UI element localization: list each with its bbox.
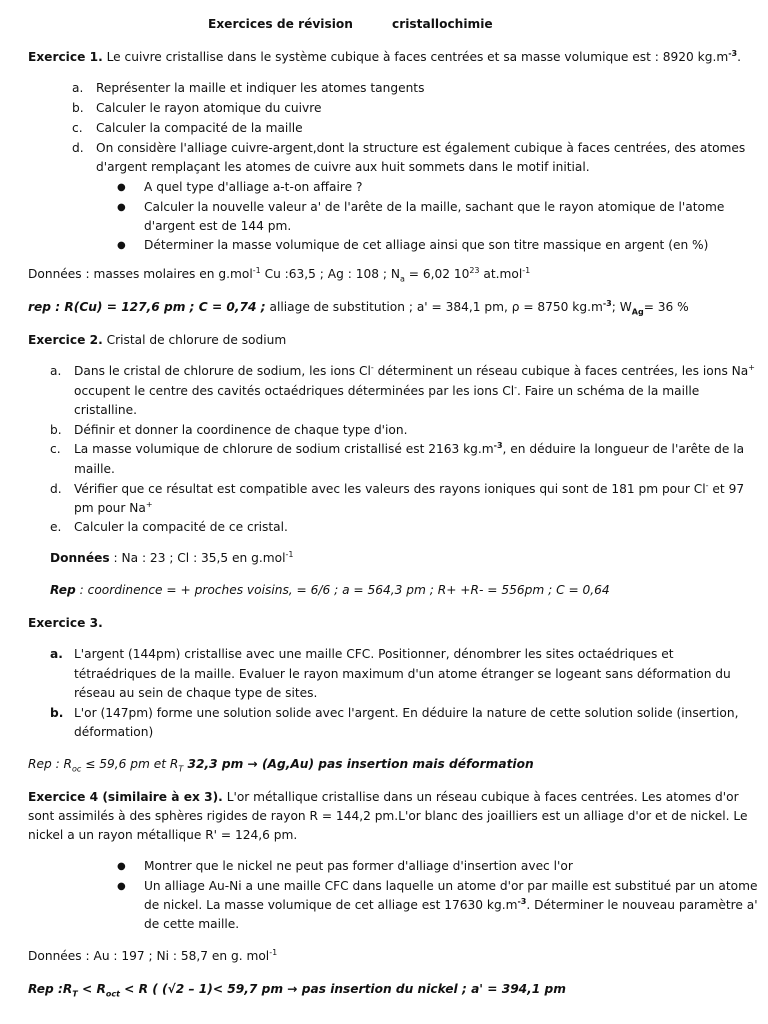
ex1-bullet-3: Déterminer la masse volumique de cet alliage ainsi que son titre massique en argent (en %) bbox=[144, 238, 709, 252]
ex3-label-b: b. bbox=[50, 706, 64, 720]
ex1-bullet-1: A quel type d'alliage a-t-on affaire ? bbox=[144, 180, 363, 194]
exp: -1 bbox=[269, 947, 278, 957]
ex4-line3: nickel a un rayon métallique R' = 124,6 pm. bbox=[28, 828, 298, 842]
text: . Faire un schéma de la maille bbox=[517, 384, 700, 398]
ex3-b-line1: L'or (147pm) forme une solution solide avec l'argent. En déduire la nature de cette solution solide (insertion, bbox=[74, 706, 739, 720]
exp: -1 bbox=[252, 265, 261, 275]
ex2-d-line1 bbox=[74, 482, 744, 496]
ex1-data-part: Données : masses molaires en g.mol bbox=[28, 267, 253, 281]
ex2-rep-head: Rep bbox=[50, 583, 76, 597]
ex2-heading: Exercice 2. bbox=[28, 333, 103, 347]
ex1-intro-line bbox=[28, 50, 741, 64]
sub: oc bbox=[72, 764, 82, 774]
ex1-data-part: = 6,02 10 bbox=[404, 267, 470, 281]
ex1-item-a: Représenter la maille et indiquer les atomes tangents bbox=[96, 81, 425, 95]
ex1-intro-end: . bbox=[737, 50, 741, 64]
text: La masse volumique de chlorure de sodium cristallisé est 2163 kg.m bbox=[74, 442, 494, 456]
ex1-data-part: Cu :63,5 ; Ag : 108 ; N bbox=[260, 267, 400, 281]
ex2-c-line2: maille. bbox=[74, 462, 115, 476]
exp: -3 bbox=[602, 298, 612, 308]
title-left: Exercices de révision bbox=[208, 17, 353, 31]
ex1-item-d-label: d. bbox=[72, 141, 84, 155]
sub: T bbox=[72, 989, 78, 999]
ex1-item-c-label: c. bbox=[72, 121, 83, 135]
ex4-bullet-2-line2 bbox=[144, 898, 758, 912]
exp: -1 bbox=[522, 265, 531, 275]
ex1-item-b: Calculer le rayon atomique du cuivre bbox=[96, 101, 322, 115]
sub: oct bbox=[105, 989, 120, 999]
exp: -3 bbox=[493, 440, 503, 450]
text: Rep :R bbox=[28, 982, 73, 996]
ex2-a-line2 bbox=[74, 384, 699, 398]
ex4-data bbox=[28, 949, 277, 963]
exp: -3 bbox=[517, 896, 527, 906]
exp: - bbox=[514, 382, 517, 392]
ex2-label-a: a. bbox=[50, 364, 62, 378]
ex1-item-d: On considère l'alliage cuivre-argent,dont la structure est également cubique à faces centrées, des atomes bbox=[96, 141, 746, 155]
ex2-rep bbox=[50, 583, 610, 597]
ex4-bullet-2-line3: de cette maille. bbox=[144, 917, 240, 931]
bullet-icon: ● bbox=[117, 861, 126, 872]
ex2-label-e: e. bbox=[50, 520, 62, 534]
text: Vérifier que ce résultat est compatible avec les valeurs des rayons ioniques qui sont de 181 pm pour Cl bbox=[74, 482, 706, 496]
text: Rep : R bbox=[28, 757, 73, 771]
ex3-a-line2: tétraédriques de la maille. Evaluer le rayon maximum d'un atome étranger se logeant sans déformation du bbox=[74, 667, 731, 681]
ex4-bullet-1: Montrer que le nickel ne peut pas former d'alliage d'insertion avec l'or bbox=[144, 859, 573, 873]
ex2-heading-line bbox=[28, 333, 286, 347]
ex3-a-line3: réseau au sein de chaque type de sites. bbox=[74, 686, 318, 700]
text: , en déduire la longueur de l'arête de la bbox=[502, 442, 745, 456]
ex2-label-b: b. bbox=[50, 423, 62, 437]
ex2-e: Calculer la compacité de ce cristal. bbox=[74, 520, 288, 534]
text: Données : Au : 197 ; Ni : 58,7 en g. mol bbox=[28, 949, 270, 963]
text: ≤ 59,6 pm et R bbox=[81, 757, 179, 771]
ex1-data bbox=[28, 265, 531, 284]
ex2-data-text: : Na : 23 ; Cl : 35,5 en g.mol bbox=[109, 551, 286, 565]
exp: + bbox=[145, 499, 153, 509]
text: pm pour Na bbox=[74, 501, 146, 515]
ex1-rep bbox=[28, 298, 689, 317]
exp: -1 bbox=[285, 549, 294, 559]
ex2-b: Définir et donner la coordinence de chaque type d'ion. bbox=[74, 423, 408, 437]
ex3-a-line1: L'argent (144pm) cristallise avec une maille CFC. Positionner, dénombrer les sites octaédriques et bbox=[74, 647, 674, 661]
ex4-heading: Exercice 4 (similaire à ex 3). bbox=[28, 790, 223, 804]
sub: Ag bbox=[631, 307, 644, 317]
ex2-title: Cristal de chlorure de sodium bbox=[106, 333, 287, 347]
ex2-label-d: d. bbox=[50, 482, 62, 496]
ex2-a-line1 bbox=[74, 364, 755, 378]
ex3-b-line2: déformation) bbox=[74, 725, 154, 739]
ex4-line2: sont assimilés à des sphères rigides de rayon R = 144,2 pm.L'or blanc des joailliers est un alliage d'or et de nickel. Le bbox=[28, 809, 748, 823]
ex3-rep bbox=[28, 757, 534, 774]
title-right: cristallochimie bbox=[392, 17, 493, 31]
ex1-heading: Exercice 1. bbox=[28, 50, 103, 64]
bullet-icon: ● bbox=[117, 202, 126, 213]
ex1-item-d-line2: d'argent remplaçant les atomes de cuivre aux huit sommets dans le motif initial. bbox=[96, 160, 590, 174]
ex1-item-b-label: b. bbox=[72, 101, 84, 115]
ex2-label-c: c. bbox=[50, 442, 61, 456]
bullet-icon: ● bbox=[117, 881, 126, 892]
ex3-heading: Exercice 3. bbox=[28, 616, 103, 630]
exp: 23 bbox=[469, 265, 480, 275]
text: < R bbox=[77, 982, 106, 996]
bullet-icon: ● bbox=[117, 182, 126, 193]
ex4-line1 bbox=[28, 790, 739, 804]
ex2-data-head: Données bbox=[50, 551, 110, 565]
exp: - bbox=[705, 480, 709, 490]
ex4-rep bbox=[28, 982, 566, 999]
text: occupent le centre des cavités octaédriques déterminées par les ions Cl bbox=[74, 384, 515, 398]
ex1-bullet-2: Calculer la nouvelle valeur a' de l'arête de la maille, sachant que le rayon atomique de l'atome bbox=[144, 200, 725, 214]
ex1-item-c: Calculer la compacité de la maille bbox=[96, 121, 303, 135]
bullet-icon: ● bbox=[117, 240, 126, 251]
ex1-rep-part: rep : R(Cu) = 127,6 pm ; C = 0,74 ; bbox=[28, 300, 266, 314]
sub: a bbox=[399, 274, 405, 284]
ex1-rep-part: alliage de substitution ; a' = 384,1 pm, ρ = 8750 kg.m bbox=[265, 300, 603, 314]
ex1-data-part: at.mol bbox=[479, 267, 523, 281]
sub: T bbox=[178, 764, 184, 774]
ex2-c-line1 bbox=[74, 442, 744, 456]
ex1-intro-exp: -3 bbox=[728, 48, 738, 58]
text: 32,3 pm → (Ag,Au) pas insertion mais déformation bbox=[183, 757, 534, 771]
exp: + bbox=[748, 362, 755, 372]
ex2-data bbox=[50, 551, 293, 565]
ex4-bullet-2-line1: Un alliage Au-Ni a une maille CFC dans laquelle un atome d'or par maille est substitué par un atome bbox=[144, 879, 758, 893]
text: déterminent un réseau cubique à faces centrées, les ions Na bbox=[373, 364, 749, 378]
text: Dans le cristal de chlorure de sodium, les ions Cl bbox=[74, 364, 371, 378]
ex2-rep-text: : coordinence = + proches voisins, = 6/6 ; a = 564,3 pm ; R+ +R- = 556pm ; C = 0,64 bbox=[75, 583, 610, 597]
ex1-rep-part: ; W bbox=[611, 300, 632, 314]
text: L'or métallique cristallise dans un réseau cubique à faces centrées. Les atomes d'or bbox=[222, 790, 739, 804]
ex1-intro: Le cuivre cristallise dans le système cubique à faces centrées et sa masse volumique est : 8920 kg.m bbox=[106, 50, 729, 64]
ex2-a-line3: cristalline. bbox=[74, 403, 137, 417]
text: de nickel. La masse volumique de cet alliage est 17630 kg.m bbox=[144, 898, 518, 912]
text: et 97 bbox=[708, 482, 745, 496]
ex1-rep-part: = 36 % bbox=[643, 300, 689, 314]
ex1-bullet-2-line2: d'argent est de 144 pm. bbox=[144, 219, 292, 233]
ex2-d-line2 bbox=[74, 501, 153, 515]
text: < R ( (√2 – 1)< 59,7 pm → pas insertion du nickel ; a' = 394,1 pm bbox=[119, 982, 566, 996]
exp: - bbox=[370, 362, 374, 372]
ex3-label-a: a. bbox=[50, 647, 63, 661]
text: . Déterminer le nouveau paramètre a' bbox=[526, 898, 758, 912]
ex1-item-a-label: a. bbox=[72, 81, 84, 95]
